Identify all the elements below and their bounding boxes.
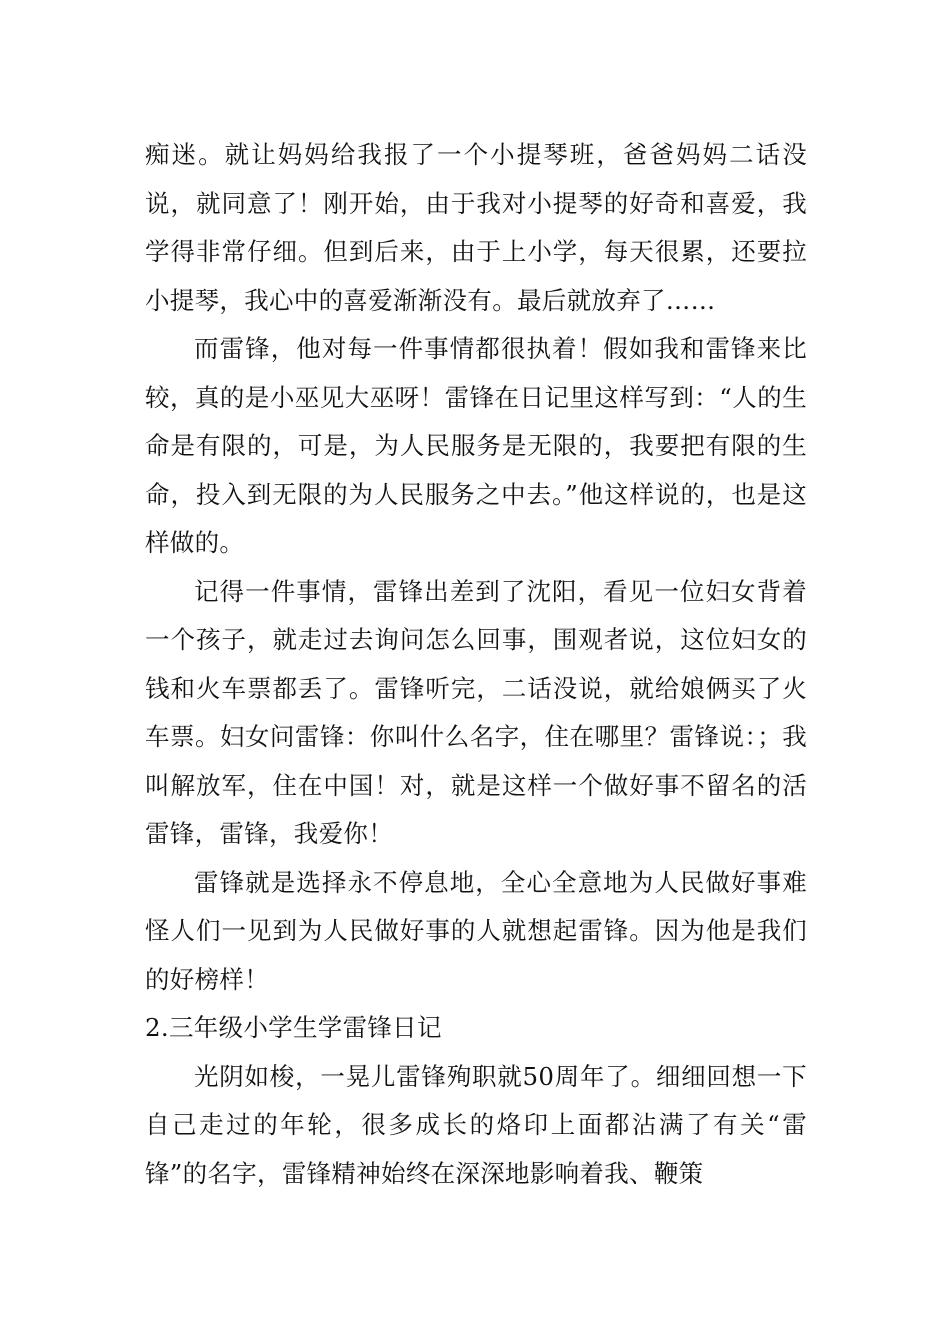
paragraph-2: 而雷锋，他对每一件事情都很执着！假如我和雷锋来比较，真的是小巫见大巫呀！雷锋在日记里这样写到：“人的生命是有限的，可是，为人民服务是无限的，我要把有限的生命，投入到无限的为人民服务之中去。”他这样说的，也是这样做的。 [145,334,807,557]
paragraph-5: 光阴如梭，一晃儿雷锋殉职就50周年了。细细回想一下自己走过的年轮，很多成长的烙印上面都沾满了有关“雷锋”的名字，雷锋精神始终在深深地影响着我、鞭策 [145,1061,807,1188]
section-heading: 2.三年级小学生学雷锋日记 [145,1013,442,1042]
paragraph-1: 痴迷。就让妈妈给我报了一个小提琴班，爸爸妈妈二话没说，就同意了！刚开始，由于我对小提琴的好奇和喜爱，我学得非常仔细。但到后来，由于上小学，每天很累，还要拉小提琴，我心中的喜爱渐渐没有。最后就放弃了…… [145,140,807,315]
paragraph-3: 记得一件事情，雷锋出差到了沈阳，看见一位妇女背着一个孩子，就走过去询问怎么回事，围观者说，这位妇女的钱和火车票都丢了。雷锋听完，二话没说，就给娘俩买了火车票。妇女问雷锋：你叫什么名字，住在哪里？雷锋说：；我叫解放军，住在中国！对，就是这样一个做好事不留名的活雷锋，雷锋，我爱你！ [145,576,807,848]
document-body [145,131,807,1198]
paragraph-4: 雷锋就是选择永不停息地，全心全意地为人民做好事难怪人们一见到为人民做好事的人就想起雷锋。因为他是我们的好榜样！ [145,867,807,994]
